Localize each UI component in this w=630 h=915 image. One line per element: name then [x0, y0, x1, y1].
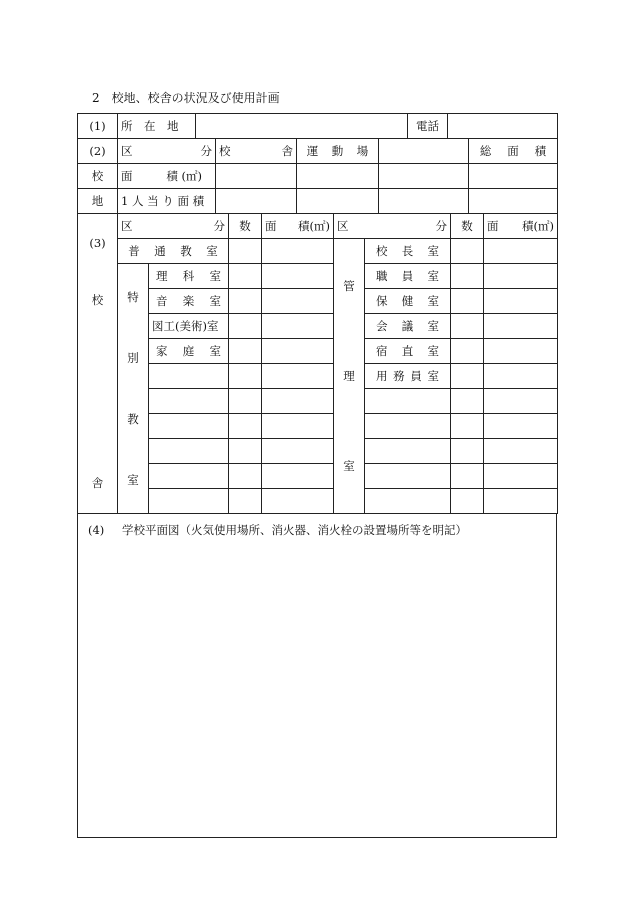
- input-cell[interactable]: [262, 464, 334, 489]
- building-row: [78, 264, 558, 289]
- special-room-char: 理: [156, 269, 168, 283]
- special-room-char: 科: [182, 269, 195, 283]
- input-cell[interactable]: [229, 414, 262, 439]
- count-header: 数: [451, 214, 484, 239]
- count-header: 数: [229, 214, 262, 239]
- building-row: [78, 489, 558, 514]
- tokubetsu-char: 別: [127, 350, 139, 365]
- input-cell[interactable]: [297, 189, 379, 214]
- futsu-char: 通: [154, 244, 166, 258]
- input-cell[interactable]: [262, 489, 334, 514]
- input-cell[interactable]: [484, 264, 558, 289]
- input-cell[interactable]: [484, 489, 558, 514]
- per-person-label: 1 人 当 り 面 積: [118, 189, 216, 214]
- menseki-char: 積 (㎡): [166, 169, 202, 183]
- input-cell[interactable]: [262, 239, 334, 264]
- admin-room-char: 校: [376, 244, 388, 258]
- input-cell[interactable]: [229, 364, 262, 389]
- admin-room-char: 議: [401, 319, 414, 333]
- input-cell[interactable]: [365, 464, 451, 489]
- floor-plan-label: 学校平面図（火気使用場所、消火器、消火栓の設置場所等を明記）: [121, 523, 467, 537]
- location-value[interactable]: [196, 114, 408, 139]
- special-room-char: 庭: [182, 344, 195, 358]
- section-num: (3): [89, 236, 106, 251]
- input-cell[interactable]: [451, 264, 484, 289]
- input-cell[interactable]: [262, 264, 334, 289]
- input-cell[interactable]: [262, 314, 334, 339]
- kosha-char: 舎: [281, 144, 293, 158]
- input-cell[interactable]: [365, 389, 451, 414]
- location-label: 所 在 地: [118, 114, 196, 139]
- input-cell[interactable]: [365, 414, 451, 439]
- floor-plan-area[interactable]: [78, 514, 557, 838]
- menseki-char: 面: [265, 219, 277, 233]
- admin-room-char: 務: [393, 369, 405, 383]
- kosha-char: 校: [219, 144, 231, 158]
- undojo-char: 動: [331, 144, 344, 158]
- floor-plan-table: [77, 513, 557, 838]
- admin-room-char: 長: [401, 244, 414, 258]
- input-cell[interactable]: [451, 239, 484, 264]
- building-row: [78, 289, 558, 314]
- input-cell[interactable]: [484, 339, 558, 364]
- input-cell[interactable]: [484, 364, 558, 389]
- input-cell[interactable]: [451, 389, 484, 414]
- input-cell[interactable]: [469, 189, 558, 214]
- side-label: 校: [91, 292, 104, 307]
- input-cell[interactable]: [262, 389, 334, 414]
- site-area-row: [78, 164, 558, 189]
- kubun-char: 区: [121, 144, 133, 158]
- site-per-person-row: [78, 189, 558, 214]
- input-cell[interactable]: [229, 289, 262, 314]
- admin-room-char: 用: [376, 369, 388, 383]
- admin-room-char: 室: [427, 319, 439, 333]
- input-cell[interactable]: [451, 464, 484, 489]
- input-cell[interactable]: [149, 364, 229, 389]
- admin-room-char: 室: [427, 244, 439, 258]
- menseki-char: 面: [121, 169, 133, 183]
- admin-room-char: 会: [376, 319, 388, 333]
- input-cell[interactable]: [469, 164, 558, 189]
- input-cell[interactable]: [484, 464, 558, 489]
- admin-room-char: 員: [410, 369, 422, 383]
- input-cell[interactable]: [379, 164, 469, 189]
- undojo-char: 場: [356, 144, 369, 158]
- input-cell[interactable]: [451, 339, 484, 364]
- input-cell[interactable]: [149, 464, 229, 489]
- input-cell[interactable]: [484, 414, 558, 439]
- admin-room-char: 職: [376, 269, 388, 283]
- admin-room-char: 室: [427, 344, 439, 358]
- side-label: 校: [78, 164, 118, 189]
- futsu-char: 教: [180, 244, 192, 258]
- input-cell[interactable]: [262, 289, 334, 314]
- location-table: [77, 113, 558, 139]
- kanri-char: 理: [343, 369, 355, 383]
- input-cell[interactable]: [262, 414, 334, 439]
- input-cell[interactable]: [484, 389, 558, 414]
- input-cell[interactable]: [365, 439, 451, 464]
- input-cell[interactable]: [262, 439, 334, 464]
- special-room-char: 室: [209, 269, 221, 283]
- kanri-char: 管: [343, 279, 355, 293]
- kubun-char: 区: [337, 219, 349, 233]
- futsu-char: 普: [128, 244, 140, 258]
- input-cell[interactable]: [229, 239, 262, 264]
- tokubetsu-char: 室: [127, 473, 139, 488]
- floor-plan-row: [78, 514, 557, 838]
- tokubetsu-char: 教: [127, 412, 139, 427]
- input-cell[interactable]: [149, 414, 229, 439]
- input-cell[interactable]: [149, 489, 229, 514]
- input-cell[interactable]: [229, 339, 262, 364]
- input-cell[interactable]: [365, 489, 451, 514]
- building-row: [78, 339, 558, 364]
- input-cell[interactable]: [229, 314, 262, 339]
- tokubetsu-char: 特: [127, 289, 139, 304]
- special-room-char: 室: [209, 344, 221, 358]
- input-cell[interactable]: [379, 189, 469, 214]
- special-room-char: 室: [209, 294, 221, 308]
- input-cell[interactable]: [262, 339, 334, 364]
- input-cell[interactable]: [451, 289, 484, 314]
- input-cell[interactable]: [484, 289, 558, 314]
- special-room-char: 家: [156, 344, 168, 358]
- somenseki-char: 総: [479, 144, 492, 158]
- input-cell[interactable]: [451, 439, 484, 464]
- input-cell[interactable]: [149, 439, 229, 464]
- building-row: [78, 439, 558, 464]
- building-header-row: [78, 214, 558, 239]
- admin-room-char: 宿: [376, 344, 388, 358]
- input-cell[interactable]: [451, 364, 484, 389]
- side-label: 地: [78, 189, 118, 214]
- input-cell[interactable]: [216, 164, 297, 189]
- blank-cell[interactable]: [379, 139, 469, 164]
- admin-room-char: 健: [401, 294, 414, 308]
- input-cell[interactable]: [229, 489, 262, 514]
- input-cell[interactable]: [484, 314, 558, 339]
- school-building-table: [77, 213, 558, 514]
- building-row: [78, 389, 558, 414]
- special-room-label: 図工(美術)室: [149, 314, 229, 339]
- building-row: [78, 364, 558, 389]
- input-cell[interactable]: [484, 439, 558, 464]
- somenseki-char: 面: [507, 144, 519, 158]
- kubun-char: 分: [435, 219, 447, 233]
- phone-value[interactable]: [448, 114, 558, 139]
- section-num: (2): [78, 139, 118, 164]
- side-label: 舎: [91, 475, 104, 490]
- kanri-char: 室: [343, 459, 355, 473]
- input-cell[interactable]: [229, 464, 262, 489]
- building-row: [78, 464, 558, 489]
- menseki-char: 面: [487, 219, 499, 233]
- admin-room-char: 員: [401, 269, 414, 283]
- location-row: [78, 114, 558, 139]
- building-row: [78, 414, 558, 439]
- menseki-char: 積(㎡): [522, 219, 554, 233]
- admin-room-char: 室: [427, 369, 439, 383]
- input-cell[interactable]: [262, 364, 334, 389]
- admin-room-char: 直: [401, 344, 414, 358]
- phone-label: 電話: [408, 114, 448, 139]
- admin-room-char: 室: [427, 269, 439, 283]
- building-row: [78, 314, 558, 339]
- building-row: [78, 239, 558, 264]
- site-header-row: [78, 139, 558, 164]
- input-cell[interactable]: [229, 439, 262, 464]
- kubun-char: 分: [213, 219, 225, 233]
- special-room-char: 楽: [182, 294, 195, 308]
- school-site-table: [77, 138, 558, 214]
- admin-room-char: 保: [376, 294, 388, 308]
- input-cell[interactable]: [229, 389, 262, 414]
- input-cell[interactable]: [229, 264, 262, 289]
- special-room-char: 音: [156, 294, 168, 308]
- admin-room-char: 室: [427, 294, 439, 308]
- undojo-char: 運: [306, 144, 319, 158]
- input-cell[interactable]: [216, 189, 297, 214]
- input-cell[interactable]: [451, 314, 484, 339]
- section-heading: 2 校地、校舎の状況及び使用計画: [92, 91, 280, 105]
- menseki-char: 積(㎡): [298, 219, 330, 233]
- section-num: (1): [78, 114, 118, 139]
- kubun-char: 分: [200, 144, 212, 158]
- futsu-char: 室: [206, 244, 218, 258]
- input-cell[interactable]: [297, 164, 379, 189]
- kubun-char: 区: [121, 219, 133, 233]
- section-num: (4): [88, 523, 105, 537]
- somenseki-char: 積: [534, 144, 547, 158]
- input-cell[interactable]: [451, 414, 484, 439]
- input-cell[interactable]: [484, 239, 558, 264]
- input-cell[interactable]: [149, 389, 229, 414]
- input-cell[interactable]: [451, 489, 484, 514]
